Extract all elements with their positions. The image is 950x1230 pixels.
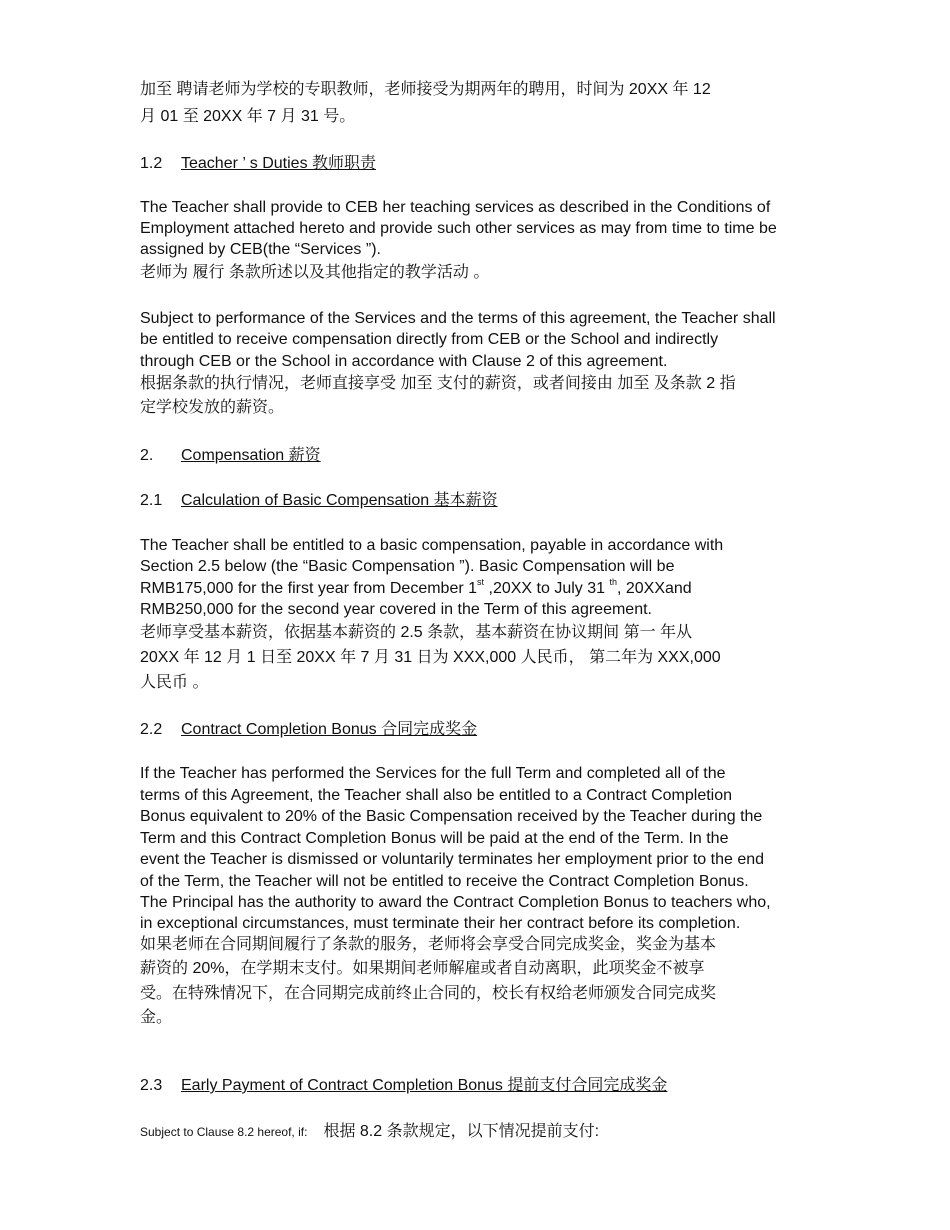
text-line: The Teacher shall be entitled to a basic compensation, payable in accordance with: [140, 537, 724, 554]
section-2-2-number: 2.2: [140, 721, 163, 738]
text-line: Bonus equivalent to 20% of the Basic Compensation received by the Teacher during the: [140, 808, 763, 825]
text-line: assigned by CEB(the “Services ”).: [140, 241, 381, 258]
intro-line-2: 月 01 至 20XX 年 7 月 31 号。: [140, 108, 356, 125]
text-line: 老师享受基本薪资，依据基本薪资的 2.5 条款，基本薪资在协议期间 第一 年从: [140, 624, 693, 641]
text-line: 根据条款的执行情况，老师直接享受 加至 支付的薪资，或者间接由 加至 及条款 2 指: [140, 375, 736, 392]
section-1-2-heading: Teacher ’ s Duties 教师职责: [181, 155, 377, 172]
text-line: 薪资的 20%，在学期末支付。如果期间老师解雇或者自动离职，此项奖金不被享: [140, 960, 705, 977]
text-line: 如果老师在合同期间履行了条款的服务，老师将会享受合同完成奖金，奖金为基本: [140, 936, 717, 953]
text-line: Section 2.5 below (the “Basic Compensation ”). Basic Compensation will be: [140, 558, 675, 575]
text-line: [140, 1122, 599, 1142]
text-line: through CEB or the School in accordance with Clause 2 of this agreement.: [140, 353, 668, 370]
text-span: RMB175,000 for the first year from December 1: [140, 580, 478, 597]
section-2-1-number: 2.1: [140, 492, 163, 509]
text-line: 老师为 履行 条款所述以及其他指定的教学活动 。: [140, 264, 490, 281]
section-2-2-heading: Contract Completion Bonus 合同完成奖金: [181, 721, 478, 738]
text-line: [140, 579, 692, 599]
clause-reference-cn: 根据 8.2 条款规定，以下情况提前支付:: [323, 1123, 600, 1140]
text-line: Employment attached hereto and provide such other services as may from time to time be: [140, 220, 777, 237]
section-2-1-heading: Calculation of Basic Compensation 基本薪资: [181, 492, 498, 509]
text-line: event the Teacher is dismissed or voluntarily terminates her employment prior to the end: [140, 851, 765, 868]
text-line: be entitled to receive compensation directly from CEB or the School and indirectly: [140, 331, 719, 348]
clause-reference-small: Subject to Clause 8.2 hereof, if:: [140, 1125, 308, 1139]
text-span: , 20XXand: [616, 580, 692, 597]
text-line: The Teacher shall provide to CEB her teaching services as described in the Conditions of: [140, 199, 771, 216]
section-2-heading: Compensation 薪资: [181, 447, 321, 464]
text-line: 定学校发放的薪资。: [140, 399, 285, 416]
text-line: The Principal has the authority to award the Contract Completion Bonus to teachers who,: [140, 894, 771, 911]
section-2-3-number: 2.3: [140, 1077, 163, 1094]
text-line: If the Teacher has performed the Services for the full Term and completed all of the: [140, 765, 726, 782]
section-2-number: 2.: [140, 447, 154, 464]
text-line: of the Term, the Teacher will not be entitled to receive the Contract Completion Bonus.: [140, 873, 749, 890]
text-line: Term and this Contract Completion Bonus will be paid at the end of the Term. In the: [140, 830, 729, 847]
text-line: 20XX 年 12 月 1 日至 20XX 年 7 月 31 日为 XXX,000 人民币， 第二年为 XXX,000: [140, 649, 721, 666]
section-1-2-number: 1.2: [140, 155, 163, 172]
text-line: terms of this Agreement, the Teacher shall also be entitled to a Contract Completion: [140, 787, 733, 804]
text-line: Subject to performance of the Services and the terms of this agreement, the Teacher shall: [140, 310, 776, 327]
text-line: RMB250,000 for the second year covered in the Term of this agreement.: [140, 601, 652, 618]
intro-line-1: 加至 聘请老师为学校的专职教师，老师接受为期两年的聘用，时间为 20XX 年 12: [140, 81, 711, 98]
text-line: 金。: [140, 1009, 173, 1026]
text-line: 受。在特殊情况下，在合同期完成前终止合同的，校长有权给老师颁发合同完成奖: [140, 985, 717, 1002]
section-2-3-heading: Early Payment of Contract Completion Bonus 提前支付合同完成奖金: [181, 1077, 668, 1094]
text-line: in exceptional circumstances, must terminate their her contract before its completion.: [140, 915, 741, 932]
ordinal-superscript: th: [609, 577, 617, 587]
text-span: ,20XX to July 31: [484, 580, 610, 597]
text-line: 人民币 。: [140, 674, 209, 691]
ordinal-superscript: st: [477, 577, 485, 587]
